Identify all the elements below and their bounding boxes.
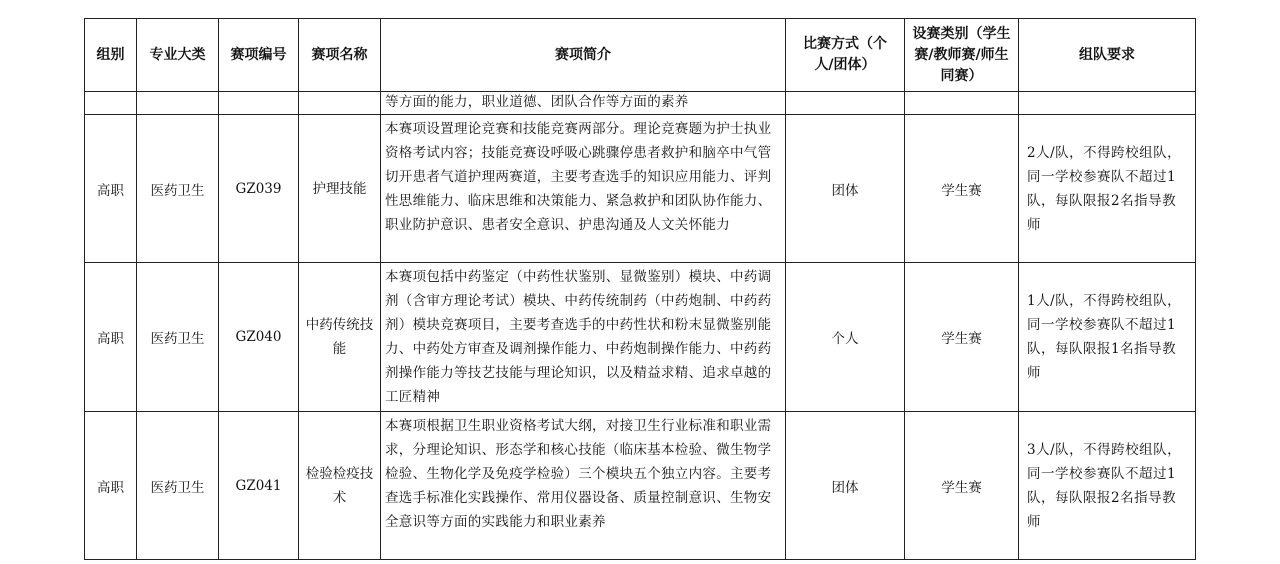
cell-type (905, 92, 1019, 115)
cell-group: 高职 (85, 412, 137, 560)
cell-intro: 等方面的能力，职业道德、团队合作等方面的素养 (381, 92, 786, 115)
header-group: 组别 (85, 19, 137, 92)
cell-intro: 本赛项包括中药鉴定（中药性状鉴别、显微鉴别）模块、中药调剂（含审方理论考试）模块、中药传统制药（中药炮制、中药药剂）模块竞赛项目，主要考查选手的中药性状和粉末显微鉴别能力、中药处方审查及调剂操作能力、中药炮制操作能力、中药药剂操作能力等技艺技能与理论知识，以及精益求精、追求卓越的工匠精神 (381, 263, 786, 412)
table-row (85, 263, 1196, 412)
cell-code: GZ040 (219, 263, 299, 412)
header-row (85, 19, 1196, 92)
cell-name: 护理技能 (299, 115, 381, 263)
cell-intro: 本赛项根据卫生职业资格考试大纲，对接卫生行业标准和职业需求，分理论知识、形态学和核心技能（临床基本检验、微生物学检验、生物化学及免疫学检验）三个模块五个独立内容。主要考查选手标准化实践操作、常用仪器设备、质量控制意识、生物安全意识等方面的实践能力和职业素养 (381, 412, 786, 560)
header-code: 赛项编号 (219, 19, 299, 92)
cell-category: 医药卫生 (137, 263, 219, 412)
cell-type: 学生赛 (905, 115, 1019, 263)
cell-name (299, 92, 381, 115)
cell-code: GZ039 (219, 115, 299, 263)
cell-group (85, 92, 137, 115)
cell-type: 学生赛 (905, 263, 1019, 412)
cell-group: 高职 (85, 115, 137, 263)
cell-type: 学生赛 (905, 412, 1019, 560)
competition-table (84, 18, 1196, 560)
cell-code: GZ041 (219, 412, 299, 560)
cell-team: 2人/队，不得跨校组队，同一学校参赛队不超过1队，每队限报2名指导教师 (1019, 115, 1196, 263)
cell-mode (786, 92, 905, 115)
table-row (85, 412, 1196, 560)
cell-code (219, 92, 299, 115)
header-name: 赛项名称 (299, 19, 381, 92)
cell-team: 1人/队，不得跨校组队，同一学校参赛队不超过1队，每队限报1名指导教师 (1019, 263, 1196, 412)
cell-name: 中药传统技能 (299, 263, 381, 412)
cell-mode: 团体 (786, 412, 905, 560)
cell-mode: 团体 (786, 115, 905, 263)
cell-category: 医药卫生 (137, 412, 219, 560)
cell-category: 医药卫生 (137, 115, 219, 263)
cell-team: 3人/队，不得跨校组队，同一学校参赛队不超过1队，每队限报2名指导教师 (1019, 412, 1196, 560)
header-team: 组队要求 (1019, 19, 1196, 92)
cell-category (137, 92, 219, 115)
cell-intro: 本赛项设置理论竞赛和技能竞赛两部分。理论竞赛题为护士执业资格考试内容；技能竞赛设呼吸心跳骤停患者救护和脑卒中气管切开患者气道护理两赛道，主要考查选手的知识应用能力、评判性思维能力、临床思维和决策能力、紧急救护和团队协作能力、职业防护意识、患者安全意识、护患沟通及人文关怀能力 (381, 115, 786, 263)
table-row (85, 115, 1196, 263)
header-mode: 比赛方式（个人/团体） (786, 19, 905, 92)
header-intro: 赛项简介 (381, 19, 786, 92)
header-type: 设赛类别（学生赛/教师赛/师生同赛） (905, 19, 1019, 92)
cell-team (1019, 92, 1196, 115)
continuation-row (85, 92, 1196, 115)
cell-mode: 个人 (786, 263, 905, 412)
cell-group: 高职 (85, 263, 137, 412)
cell-name: 检验检疫技术 (299, 412, 381, 560)
header-category: 专业大类 (137, 19, 219, 92)
